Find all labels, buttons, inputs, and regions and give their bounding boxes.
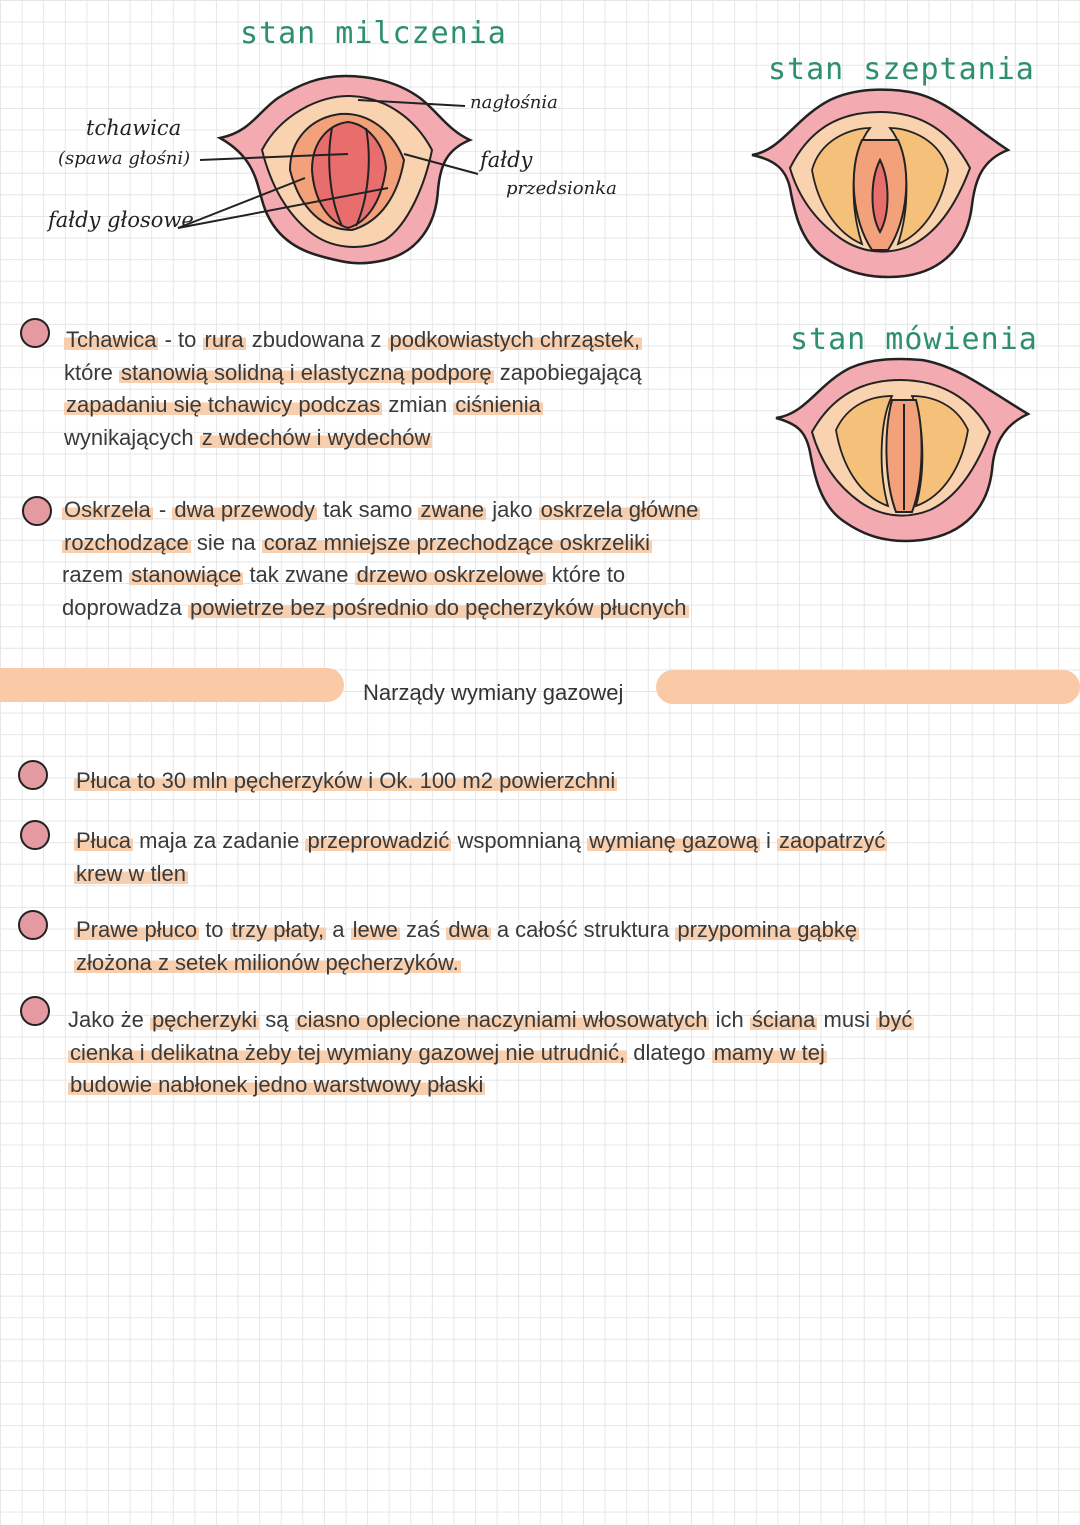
point-2: Płuca maja za zadanie przeprowadzić wspomnianą wymianę gazową i zaopatrzyć krew w tlen <box>76 828 886 886</box>
section-title: Narządy wymiany gazowej <box>363 680 624 705</box>
paragraph-tchawica: Tchawica - to rura zbudowana z podkowiastych chrząstek, które stanowią solidną i elastyczną podporę zapobiegającą zapadaniu się tchawicy podczas zmian ciśnienia wynikających z wdechów i wydechów <box>64 327 642 450</box>
larynx-speech-illustration <box>0 0 1080 560</box>
label-epiglottis: nagłośnia <box>470 92 558 113</box>
section-band-right <box>656 670 1080 704</box>
whisper-title: stan szeptania <box>768 52 1035 87</box>
label-vestibule: przedsionka <box>506 178 617 199</box>
bullet-point-3 <box>18 910 48 940</box>
section-band-left <box>0 668 344 702</box>
point-3: Prawe płuco to trzy płaty, a lewe zaś dwa a całość struktura przypomina gąbkę złożona z setek milionów pęcherzyków. <box>76 917 858 975</box>
bullet-point-4 <box>20 996 50 1026</box>
bullet-oskrzela <box>22 496 52 526</box>
point-1: Płuca to 30 mln pęcherzyków i Ok. 100 m2 powierzchni <box>76 768 616 793</box>
label-trachea: tchawica <box>86 116 182 140</box>
bullet-point-1 <box>18 760 48 790</box>
silence-title: stan milczenia <box>240 16 507 51</box>
speech-title: stan mówienia <box>790 322 1038 357</box>
bullet-tchawica <box>20 318 50 348</box>
bullet-point-2 <box>20 820 50 850</box>
label-vocal-folds: fałdy głosowe <box>48 208 194 232</box>
point-4: Jako że pęcherzyki są ciasno oplecione naczyniami włosowatych ich ściana musi być cienka i delikatna żeby tej wymiany gazowej nie utrudnić, dlatego mamy w tej budowie nabłonek jedno warstwowy płaski <box>68 1007 913 1097</box>
label-vestibular-folds: fałdy <box>480 148 533 172</box>
label-glottis: (spawa głośni) <box>58 148 191 169</box>
paragraph-oskrzela: Oskrzela - dwa przewody tak samo zwane jako oskrzela główne rozchodzące sie na coraz mniejsze przechodzące oskrzeliki razem stanowiące tak zwane drzewo oskrzelowe które to doprowadza powietrze bez pośrednio do pęcherzyków płucnych <box>62 497 699 620</box>
